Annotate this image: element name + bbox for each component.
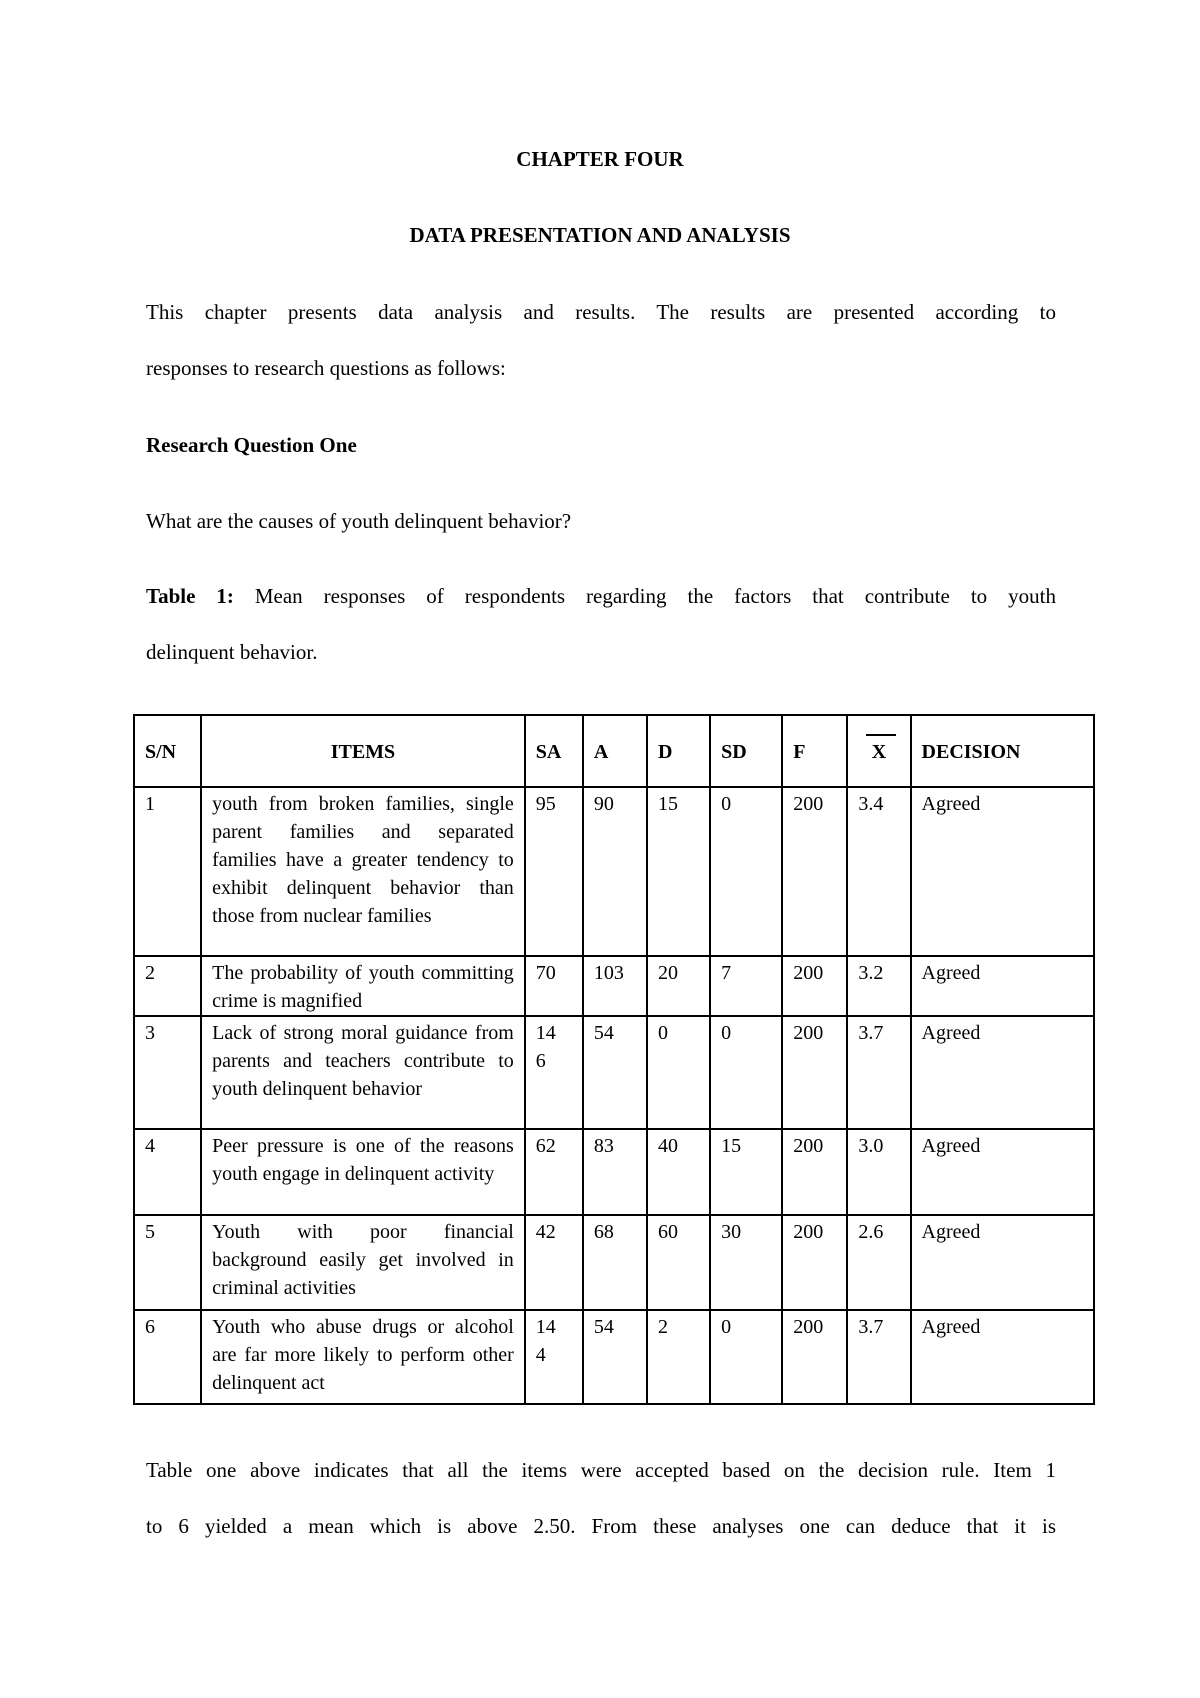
research-question-text: What are the causes of youth delinquent behavior?: [146, 509, 572, 533]
header-sn: S/N: [134, 715, 201, 787]
cell-x: 3.2: [847, 956, 910, 1016]
cell-d: 15: [647, 787, 710, 956]
header-decision: DECISION: [911, 715, 1094, 787]
header-f: F: [782, 715, 847, 787]
table-row: [134, 956, 1094, 1016]
intro-line-1: This chapter presents data analysis and results. The results are presented according to: [146, 300, 1056, 324]
cell-x: 3.4: [847, 787, 910, 956]
cell-d: 2: [647, 1310, 710, 1404]
cell-sd: 0: [710, 1016, 782, 1129]
cell-item: Peer pressure is one of the reasons youth engage in delinquent activity: [201, 1129, 525, 1215]
cell-a: 103: [583, 956, 647, 1016]
header-sd: SD: [710, 715, 782, 787]
table-row: [134, 1310, 1094, 1404]
table-caption-text: Mean responses of respondents regarding the factors that contribute to youth: [233, 584, 1056, 608]
cell-a: 68: [583, 1215, 647, 1310]
cell-f: 200: [782, 1215, 847, 1310]
cell-item: The probability of youth committing crime is magnified: [201, 956, 525, 1016]
table-caption-line-2: delinquent behavior.: [146, 640, 318, 664]
cell-f: 200: [782, 956, 847, 1016]
cell-sn: 6: [134, 1310, 201, 1404]
cell-d: 20: [647, 956, 710, 1016]
cell-sd: 0: [710, 1310, 782, 1404]
responses-table: [133, 714, 1095, 1405]
table-row: [134, 1016, 1094, 1129]
intro-paragraph: [146, 284, 1056, 396]
cell-decision: Agreed: [911, 1215, 1094, 1310]
chapter-title: CHAPTER FOUR: [516, 147, 684, 171]
cell-sn: 5: [134, 1215, 201, 1310]
header-mean: [847, 715, 910, 787]
header-items: ITEMS: [201, 715, 525, 787]
cell-item: Youth with poor financial background easily get involved in criminal activities: [201, 1215, 525, 1310]
cell-sd: 7: [710, 956, 782, 1016]
cell-item: Youth who abuse drugs or alcohol are far more likely to perform other delinquent act: [201, 1310, 525, 1404]
cell-sn: 3: [134, 1016, 201, 1129]
cell-d: 0: [647, 1016, 710, 1129]
table-row: [134, 1215, 1094, 1310]
conclusion-line-1: Table one above indicates that all the items were accepted based on the decision rule. Item 1: [146, 1458, 1056, 1482]
cell-a: 90: [583, 787, 647, 956]
cell-a: 83: [583, 1129, 647, 1215]
table-row: [134, 1129, 1094, 1215]
cell-x: 3.0: [847, 1129, 910, 1215]
cell-sd: 0: [710, 787, 782, 956]
conclusion-paragraph: [146, 1442, 1056, 1554]
table-header-row: [134, 715, 1094, 787]
cell-d: 60: [647, 1215, 710, 1310]
cell-sd: 15: [710, 1129, 782, 1215]
table-caption: [146, 568, 1056, 680]
cell-sn: 1: [134, 787, 201, 956]
cell-sa: 95: [525, 787, 583, 956]
cell-x: 2.6: [847, 1215, 910, 1310]
intro-line-2: responses to research questions as follows:: [146, 356, 506, 380]
cell-d: 40: [647, 1129, 710, 1215]
cell-item: Lack of strong moral guidance from parents and teachers contribute to youth delinquent behavior: [201, 1016, 525, 1129]
cell-decision: Agreed: [911, 1016, 1094, 1129]
table-body: [134, 787, 1094, 1404]
cell-x: 3.7: [847, 1310, 910, 1404]
cell-decision: Agreed: [911, 1129, 1094, 1215]
cell-x: 3.7: [847, 1016, 910, 1129]
cell-decision: Agreed: [911, 1310, 1094, 1404]
cell-sd: 30: [710, 1215, 782, 1310]
cell-item: youth from broken families, single parent families and separated families have a greater tendency to exhibit delinquent behavior than those from nuclear families: [201, 787, 525, 956]
header-a: A: [583, 715, 647, 787]
cell-a: 54: [583, 1016, 647, 1129]
mean-symbol: X: [872, 738, 886, 766]
conclusion-line-2: to 6 yielded a mean which is above 2.50. From these analyses one can deduce that it is: [146, 1514, 1056, 1538]
cell-sa: 14 4: [525, 1310, 583, 1404]
header-sa: SA: [525, 715, 583, 787]
table-caption-label: Table 1:: [146, 584, 234, 608]
cell-decision: Agreed: [911, 956, 1094, 1016]
cell-sa: 62: [525, 1129, 583, 1215]
cell-sa: 70: [525, 956, 583, 1016]
cell-sn: 4: [134, 1129, 201, 1215]
cell-sa: 42: [525, 1215, 583, 1310]
cell-decision: Agreed: [911, 787, 1094, 956]
header-d: D: [647, 715, 710, 787]
research-question-heading: Research Question One: [146, 433, 357, 457]
cell-f: 200: [782, 787, 847, 956]
table-caption-line-1: [146, 568, 1056, 624]
cell-f: 200: [782, 1129, 847, 1215]
cell-f: 200: [782, 1016, 847, 1129]
section-title: DATA PRESENTATION AND ANALYSIS: [409, 223, 791, 247]
cell-sa: 14 6: [525, 1016, 583, 1129]
table-row: [134, 787, 1094, 956]
cell-f: 200: [782, 1310, 847, 1404]
cell-sn: 2: [134, 956, 201, 1016]
cell-a: 54: [583, 1310, 647, 1404]
